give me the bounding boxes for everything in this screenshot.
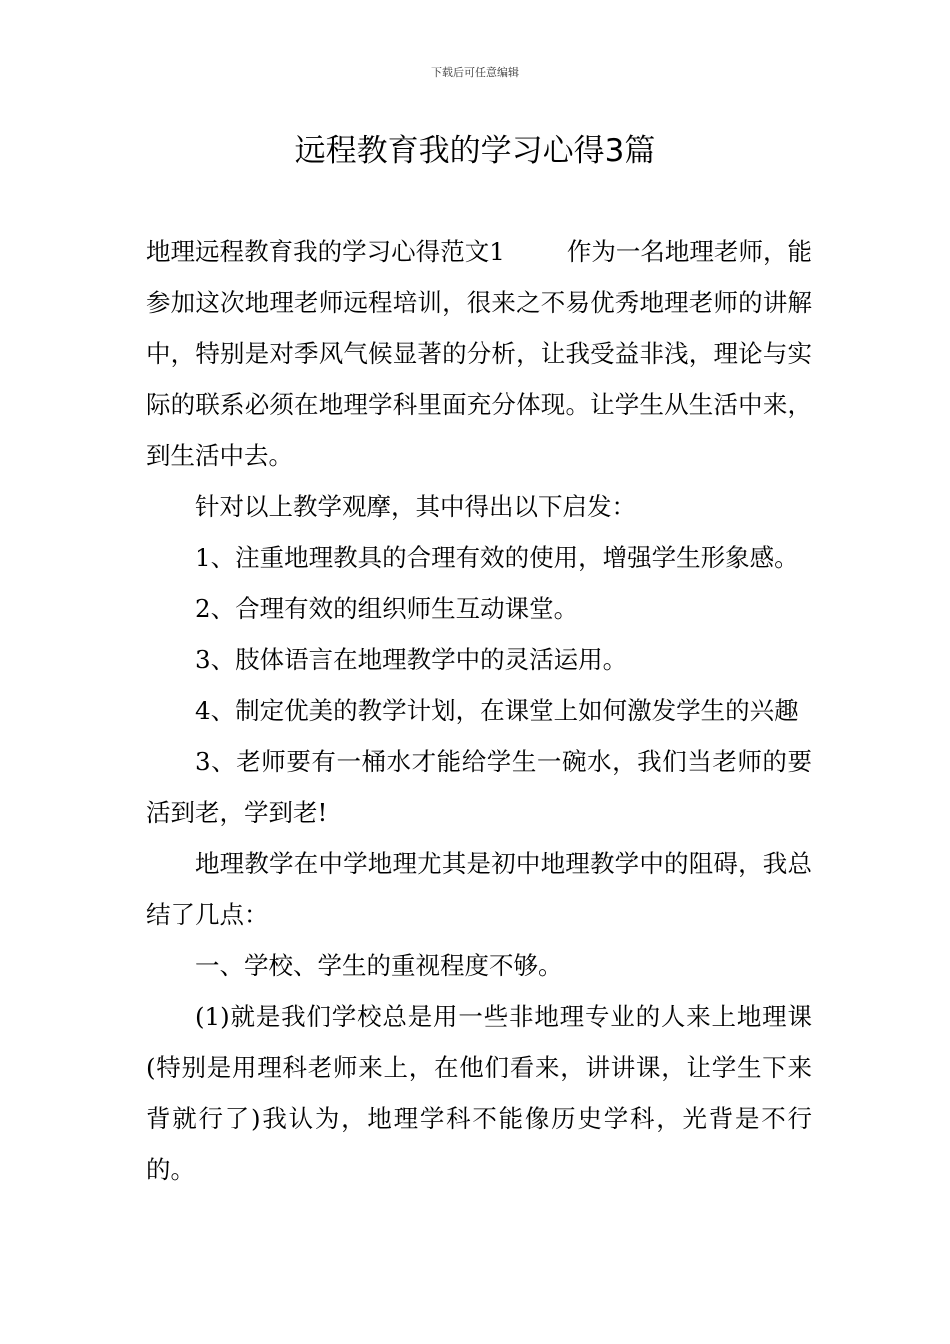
list-item: 2、合理有效的组织师生互动课堂。 xyxy=(195,594,579,623)
paragraph: 地理教学在中学地理尤其是初中地理教学中的阻碍，我总结了几点： xyxy=(146,849,812,929)
document-body xyxy=(146,226,812,1195)
paragraph: 针对以上教学观摩，其中得出以下启发： xyxy=(195,492,636,521)
intro-lead: 地理远程教育我的学习心得范文1 xyxy=(146,237,505,266)
paragraph: (1)就是我们学校总是用一些非地理专业的人来上地理课(特别是用理科老师来上，在他们看来，讲讲课，让学生下来背就行了)我认为，地理学科不能像历史学科，光背是不行的。 xyxy=(146,1002,812,1184)
header-note: 下载后可任意编辑 xyxy=(431,66,519,79)
list-item: 1、注重地理教具的合理有效的使用，增强学生形象感。 xyxy=(195,543,799,572)
list-item: 4、制定优美的教学计划，在课堂上如何激发学生的兴趣 xyxy=(195,696,799,725)
intro-text: 作为一名地理老师，能参加这次地理老师远程培训，很来之不易优秀地理老师的讲解中，特别是对季风气候显著的分析，让我受益非浅，理论与实际的联系必须在地理学科里面充分体现。让学生从生活中来，到生活中去。 xyxy=(146,237,812,470)
intro-paragraph xyxy=(146,226,812,481)
section-heading: 一、学校、学生的重视程度不够。 xyxy=(195,951,563,980)
list-item: 3、肢体语言在地理教学中的灵活运用。 xyxy=(195,645,628,674)
document-title: 远程教育我的学习心得3篇 xyxy=(294,133,656,169)
list-item: 3、老师要有一桶水才能给学生一碗水，我们当老师的要活到老，学到老! xyxy=(146,747,812,827)
